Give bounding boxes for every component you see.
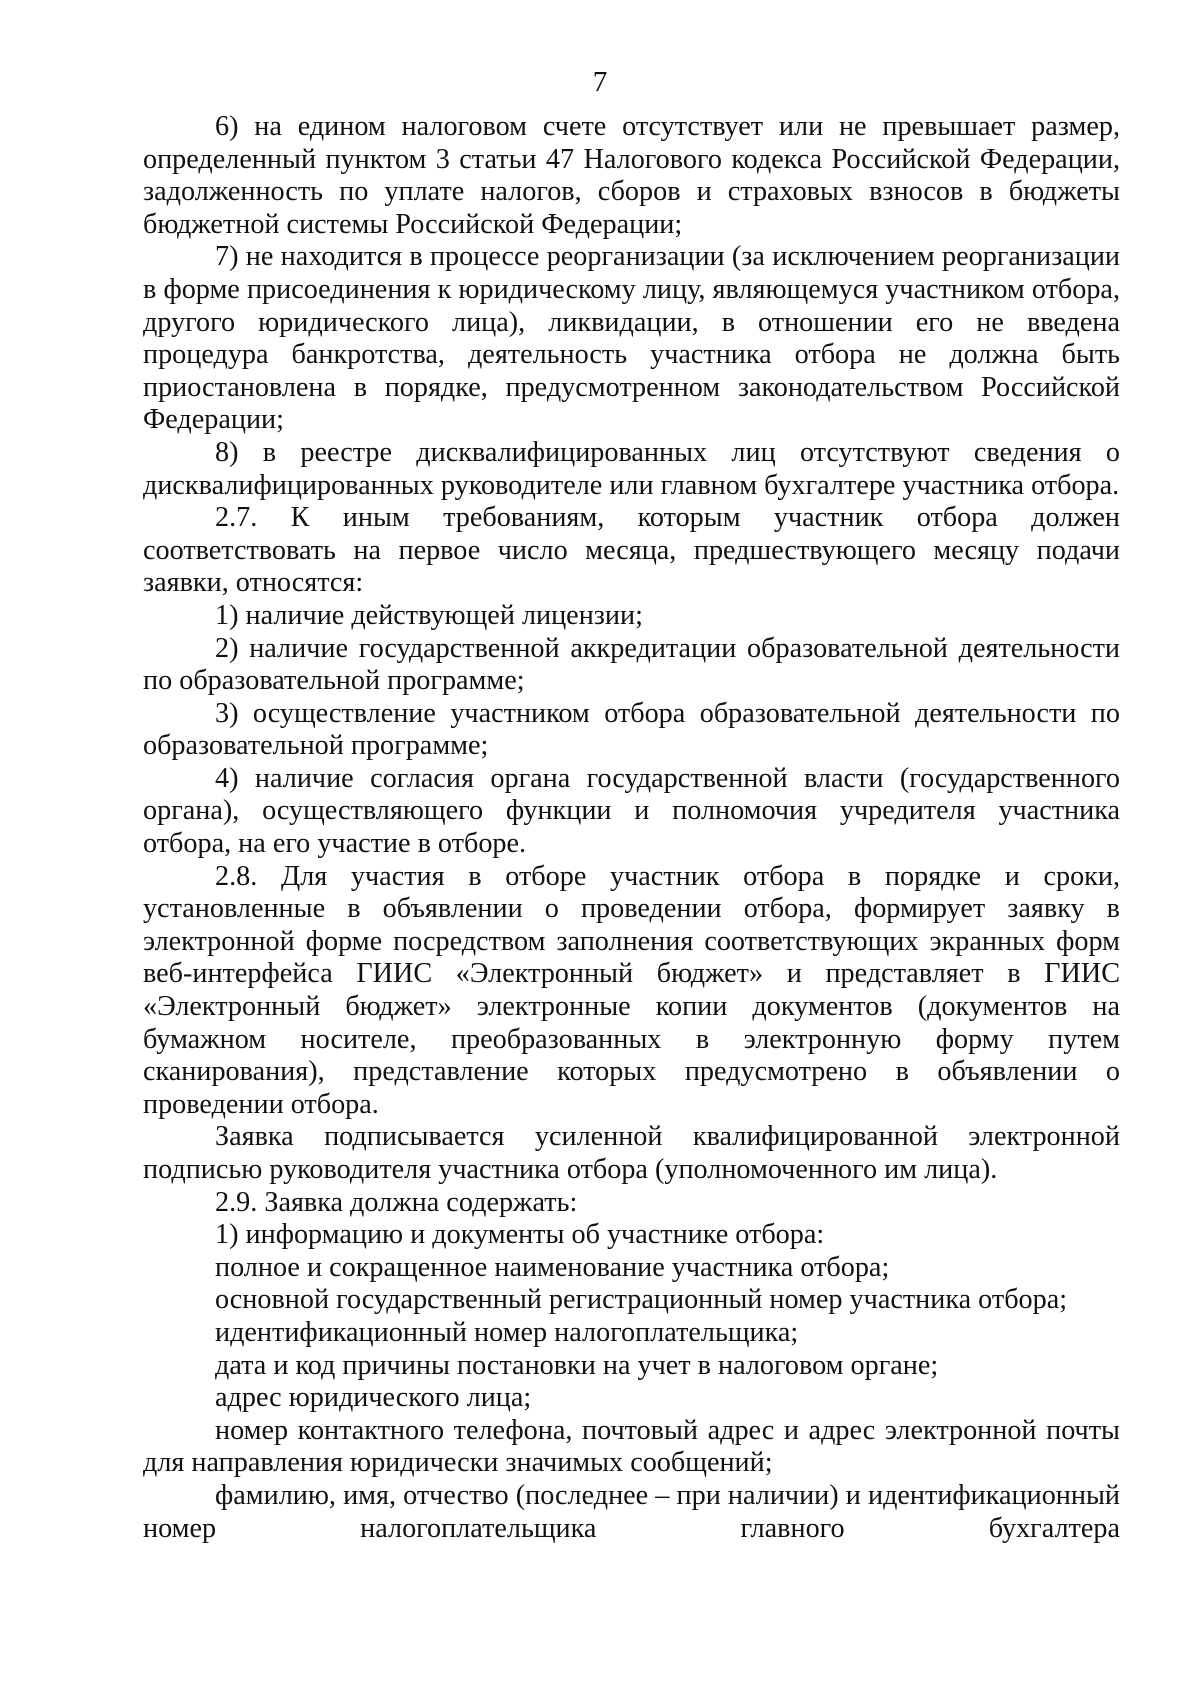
document-paragraph: дата и код причины постановки на учет в налоговом органе; bbox=[215, 1349, 939, 1381]
document-paragraph: основной государственный регистрационный номер участника отбора; bbox=[215, 1284, 1068, 1316]
page-number: 7 bbox=[592, 66, 608, 98]
document-paragraph: 2) наличие государственной аккредитации образовательной деятельности по образовательной программе; bbox=[143, 632, 1120, 697]
document-paragraph: 2.9. Заявка должна содержать: bbox=[215, 1186, 578, 1218]
document-paragraph: адрес юридического лица; bbox=[215, 1382, 532, 1414]
document-paragraph: номер контактного телефона, почтовый адрес и адрес электронной почты для направления юридически значимых сообщений; bbox=[143, 1414, 1120, 1479]
document-paragraph: 8) в реестре дисквалифицированных лиц отсутствуют сведения о дисквалифицированных руководителе или главном бухгалтере участника отбора. bbox=[143, 436, 1120, 501]
document-paragraph: 6) на едином налоговом счете отсутствует или не превышает размер, определенный пунктом 3 статьи 47 Налогового кодекса Российской Федерации, задолженность по уплате налогов, сборов и страховых взносов в бюджеты бюджетной системы Российской Федерации; bbox=[143, 111, 1120, 240]
document-paragraph: 1) информацию и документы об участнике отбора: bbox=[215, 1219, 825, 1251]
document-paragraph: 4) наличие согласия органа государственной власти (государственного органа), осуществляющего функции и полномочия учредителя участника отбора, на его участие в отборе. bbox=[143, 762, 1120, 860]
document-paragraph: фамилию, имя, отчество (последнее – при наличии) и идентификационный номер налогоплательщика главного бухгалтера bbox=[143, 1479, 1120, 1544]
document-paragraph: 2.7. К иным требованиям, которым участник отбора должен соответствовать на первое число месяца, предшествующего месяцу подачи заявки, относятся: bbox=[143, 502, 1120, 599]
document-paragraph: 1) наличие действующей лицензии; bbox=[215, 599, 643, 631]
document-paragraph: 3) осуществление участником отбора образовательной деятельности по образовательной программе; bbox=[143, 697, 1120, 762]
document-paragraph: Заявка подписывается усиленной квалифицированной электронной подписью руководителя участника отбора (уполномоченного им лица). bbox=[143, 1121, 1120, 1185]
document-body bbox=[143, 111, 1120, 1545]
document-paragraph: 2.8. Для участия в отборе участник отбора в порядке и сроки, установленные в объявлении о проведении отбора, формирует заявку в электронной форме посредством заполнения соответствующих экранных форм веб-интерфейса ГИИС «Электронный бюджет» и представляет в ГИИС «Электронный бюджет» электронные копии документов (документов на бумажном носителе, преобразованных в электронную форму путем сканирования), представление которых предусмотрено в объявлении о проведении отбора. bbox=[143, 860, 1120, 1120]
document-paragraph: идентификационный номер налогоплательщика; bbox=[215, 1316, 799, 1348]
document-paragraph: полное и сокращенное наименование участника отбора; bbox=[215, 1251, 890, 1283]
document-paragraph: 7) не находится в процессе реорганизации (за исключением реорганизации в форме присоединения к юридическому лицу, являющемуся участником отбора, другого юридического лица), ликвидации, в отношении его не введена процедура банкротства, деятельность участника отбора не должна быть приостановлена в порядке, предусмотренном законодательством Российской Федерации; bbox=[143, 241, 1120, 436]
